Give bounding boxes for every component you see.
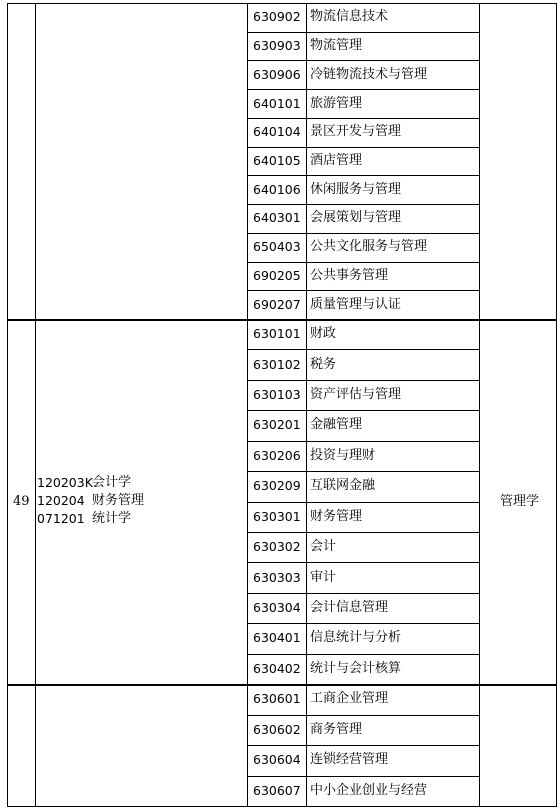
program-code: 650403 xyxy=(253,239,301,255)
program-name: 审计 xyxy=(310,569,337,585)
program-name: 会计信息管理 xyxy=(310,599,389,615)
undergrad-major-code: 120203K xyxy=(37,474,93,490)
column-divider xyxy=(7,3,8,807)
program-name: 冷链物流技术与管理 xyxy=(310,66,428,82)
program-name: 休闲服务与管理 xyxy=(310,181,402,197)
program-code: 630102 xyxy=(253,356,301,372)
program-code: 630301 xyxy=(253,508,301,524)
row-divider xyxy=(247,593,479,594)
program-name: 商务管理 xyxy=(310,721,363,737)
row-divider xyxy=(247,233,479,234)
program-name: 财务管理 xyxy=(310,508,363,524)
program-code: 630601 xyxy=(253,691,301,707)
column-divider xyxy=(247,3,248,807)
program-name: 会计 xyxy=(310,539,337,555)
undergrad-major-code: 120204 xyxy=(37,492,85,508)
undergrad-major-name: 会计学 xyxy=(92,474,132,490)
row-divider xyxy=(247,562,479,563)
program-code: 630607 xyxy=(253,782,301,798)
program-code: 630401 xyxy=(253,630,301,646)
row-divider xyxy=(247,89,479,90)
program-code: 640301 xyxy=(253,210,301,226)
group-top-border xyxy=(7,684,556,686)
program-code: 690205 xyxy=(253,267,301,283)
program-name: 税务 xyxy=(310,356,337,372)
program-name: 旅游管理 xyxy=(310,95,363,111)
program-code: 630101 xyxy=(253,326,301,342)
program-name: 物流管理 xyxy=(310,38,363,54)
row-divider xyxy=(247,715,479,716)
program-code: 630304 xyxy=(253,599,301,615)
program-name: 投资与理财 xyxy=(310,447,376,463)
program-code: 630906 xyxy=(253,66,301,82)
program-code: 630402 xyxy=(253,660,301,676)
row-divider xyxy=(247,623,479,624)
program-code: 630602 xyxy=(253,721,301,737)
row-divider xyxy=(247,32,479,33)
program-name: 连锁经营管理 xyxy=(310,752,389,768)
program-code: 640106 xyxy=(253,181,301,197)
undergrad-major-code: 071201 xyxy=(37,510,85,526)
discipline-label: 管理学 xyxy=(500,493,540,509)
column-divider xyxy=(479,3,480,807)
program-code: 630201 xyxy=(253,417,301,433)
column-divider xyxy=(556,3,557,807)
undergrad-major-name: 财务管理 xyxy=(92,492,145,508)
row-divider xyxy=(247,441,479,442)
program-code: 630303 xyxy=(253,569,301,585)
program-name: 质量管理与认证 xyxy=(310,296,402,312)
program-code: 640104 xyxy=(253,124,301,140)
program-code: 630903 xyxy=(253,38,301,54)
program-name: 公共事务管理 xyxy=(310,267,389,283)
sequence-number: 49 xyxy=(13,493,30,509)
program-name: 信息统计与分析 xyxy=(310,630,402,646)
undergrad-major-name: 统计学 xyxy=(92,510,132,526)
program-name: 统计与会计核算 xyxy=(310,660,402,676)
group-top-border xyxy=(7,319,556,321)
program-name: 中小企业创业与经营 xyxy=(310,782,428,798)
program-name: 互联网金融 xyxy=(310,478,376,494)
program-code: 640105 xyxy=(253,153,301,168)
program-code: 630302 xyxy=(253,539,301,555)
row-divider xyxy=(247,349,479,350)
row-divider xyxy=(247,147,479,148)
program-name: 酒店管理 xyxy=(310,153,363,168)
row-divider xyxy=(247,60,479,61)
row-divider xyxy=(247,262,479,263)
program-code: 630206 xyxy=(253,447,301,463)
row-divider xyxy=(247,471,479,472)
row-divider xyxy=(247,204,479,205)
program-name: 景区开发与管理 xyxy=(310,124,402,140)
column-divider xyxy=(306,3,307,807)
row-divider xyxy=(247,118,479,119)
row-divider xyxy=(247,745,479,746)
program-name: 会展策划与管理 xyxy=(310,210,402,226)
row-divider xyxy=(247,654,479,655)
row-divider xyxy=(247,410,479,411)
program-code: 630209 xyxy=(253,478,301,494)
column-divider xyxy=(35,3,36,807)
program-name: 公共文化服务与管理 xyxy=(310,239,428,255)
row-divider xyxy=(247,532,479,533)
program-name: 资产评估与管理 xyxy=(310,387,402,403)
group-top-border xyxy=(7,3,556,4)
table-bottom-border xyxy=(7,806,556,807)
program-code: 690207 xyxy=(253,296,301,312)
program-name: 物流信息技术 xyxy=(310,9,389,25)
program-code: 640101 xyxy=(253,95,301,111)
row-divider xyxy=(247,290,479,291)
program-name: 财政 xyxy=(310,326,337,342)
row-divider xyxy=(247,380,479,381)
program-code: 630902 xyxy=(253,9,301,25)
row-divider xyxy=(247,175,479,176)
program-name: 金融管理 xyxy=(310,417,363,433)
program-code: 630103 xyxy=(253,387,301,403)
row-divider xyxy=(247,502,479,503)
program-code: 630604 xyxy=(253,752,301,768)
program-name: 工商企业管理 xyxy=(310,691,389,707)
row-divider xyxy=(247,776,479,777)
